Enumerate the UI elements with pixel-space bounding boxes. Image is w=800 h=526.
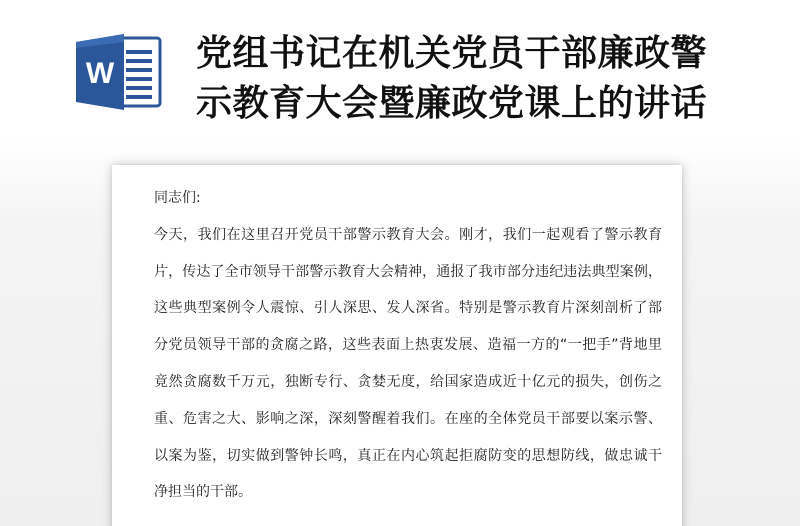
- salutation: 同志们:: [154, 190, 201, 206]
- paragraph-line: 今天，我们在这里召开党员干部警示教育大会。刚才，我们一起观看了警示教育: [154, 226, 662, 243]
- paragraph-line: 片，传达了全市领导干部警示教育大会精神，通报了我市部分违纪违法典型案例，: [154, 263, 662, 280]
- page-title: [196, 29, 786, 129]
- document-page: [112, 165, 682, 526]
- paragraph-line: 分党员领导干部的贪腐之路，这些表面上热衷发展、造福一方的“一把手”背地里: [154, 337, 662, 354]
- paragraph-line: 以案为鉴，切实做到警钟长鸣，真正在内心筑起拒腐防变的思想防线，做忠诚干: [154, 447, 662, 464]
- paragraph-line: 净担当的干部。: [154, 484, 252, 501]
- title-line-2: 示教育大会暨廉政党课上的讲话: [196, 83, 708, 124]
- title-line-1: 党组书记在机关党员干部廉政警: [196, 33, 708, 74]
- paragraph-line: 这些典型案例令人震惊、引人深思、发人深省。特别是警示教育片深刻剖析了部: [154, 300, 662, 317]
- paragraph-line: 竟然贪腐数千万元，独断专行、贪婪无度，给国家造成近十亿元的损失，创伤之: [154, 373, 662, 390]
- header: [0, 0, 800, 140]
- paragraph-line: 重、危害之大、影响之深，深刻警醒着我们。在座的全体党员干部要以案示警、: [154, 410, 662, 427]
- word-document-icon: [74, 32, 164, 112]
- word-letter-w: W: [85, 57, 115, 90]
- document-body: [154, 180, 662, 511]
